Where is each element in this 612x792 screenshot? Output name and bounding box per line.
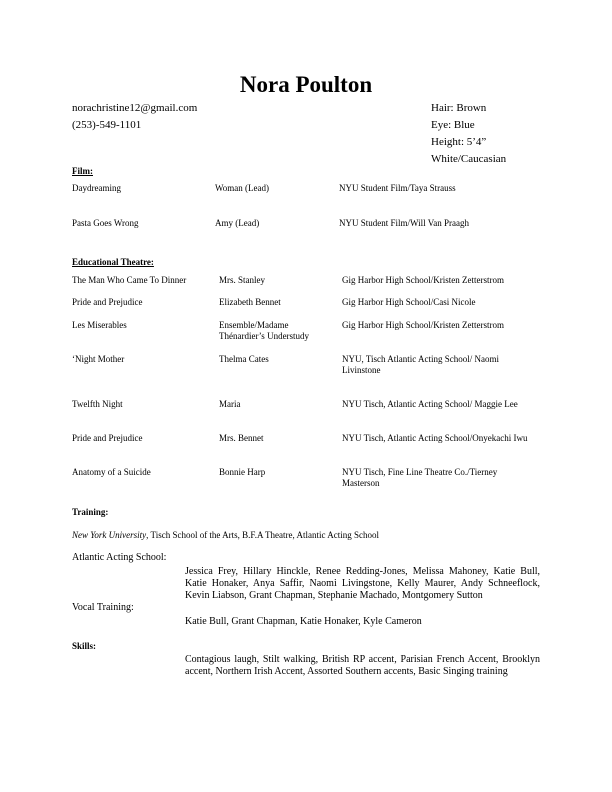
vocal-label: Vocal Training: — [72, 602, 134, 613]
skills-heading: Skills: — [72, 641, 97, 651]
theatre-venue: Gig Harbor High School/Casi Nicole — [342, 297, 476, 307]
theatre-title: Les Miserables — [72, 320, 127, 330]
atlantic-teachers: Jessica Frey, Hillary Hinckle, Renee Redding-Jones, Melissa Mahoney, Katie Bull, Katie Honaker, Anya Saffir, Naomi Livingstone, Kelly Maurer, Andy Schneeflock, Kevin Liabson, Grant Chapman, Stephanie Machado, Montgomery Sutton — [185, 566, 540, 601]
film-role: Amy (Lead) — [215, 218, 260, 228]
theatre-title: The Man Who Came To Dinner — [72, 275, 187, 285]
film-role: Woman (Lead) — [215, 183, 269, 193]
theatre-title: Anatomy of a Suicide — [72, 467, 151, 477]
film-title: Pasta Goes Wrong — [72, 218, 139, 228]
school-details: , Tisch School of the Arts, B.F.A Theatre, Atlantic Acting School — [146, 530, 380, 540]
vocal-teachers: Katie Bull, Grant Chapman, Katie Honaker, Kyle Cameron — [185, 616, 422, 627]
theatre-role: Mrs. Bennet — [219, 433, 264, 443]
theatre-heading: Educational Theatre: — [72, 257, 154, 267]
training-heading: Training: — [72, 507, 109, 517]
atlantic-label: Atlantic Acting School: — [72, 552, 167, 563]
theatre-venue: Gig Harbor High School/Kristen Zetterstrom — [342, 275, 504, 285]
theatre-venue: NYU Tisch, Fine Line Theatre Co./Tierney Masterson — [342, 467, 498, 488]
ethnicity-text: White/Caucasian — [431, 153, 507, 165]
film-heading: Film: — [72, 166, 93, 176]
theatre-role: Elizabeth Bennet — [219, 297, 281, 307]
phone-text: (253)-549-1101 — [72, 119, 142, 131]
theatre-venue: NYU, Tisch Atlantic Acting School/ Naomi Livinstone — [342, 354, 500, 375]
resume-name: Nora Poulton — [239, 72, 373, 97]
film-venue: NYU Student Film/Taya Strauss — [339, 183, 456, 193]
theatre-role: Thelma Cates — [219, 354, 269, 364]
theatre-title: Pride and Prejudice — [72, 297, 143, 307]
theatre-title: ‘Night Mother — [72, 354, 125, 364]
theatre-venue: NYU Tisch, Atlantic Acting School/ Maggie Lee — [342, 399, 518, 409]
film-venue: NYU Student Film/Will Van Praagh — [339, 218, 469, 228]
theatre-venue: Gig Harbor High School/Kristen Zetterstrom — [342, 320, 504, 330]
training-school — [72, 530, 379, 541]
theatre-title: Pride and Prejudice — [72, 433, 143, 443]
theatre-role: Ensemble/Madame Thénardier’s Understudy — [219, 320, 310, 341]
email-text: norachristine12@gmail.com — [72, 102, 198, 114]
school-name: New York University — [72, 530, 147, 540]
theatre-venue: NYU Tisch, Atlantic Acting School/Onyekachi Iwu — [342, 433, 528, 443]
hair-text: Hair: Brown — [431, 102, 487, 114]
eye-text: Eye: Blue — [431, 119, 475, 131]
height-text: Height: 5’4” — [431, 136, 487, 148]
theatre-title: Twelfth Night — [72, 399, 123, 409]
theatre-role: Mrs. Stanley — [219, 275, 265, 285]
theatre-role: Bonnie Harp — [219, 467, 266, 477]
skills-text: Contagious laugh, Stilt walking, British RP accent, Parisian French Accent, Brooklyn accent, Northern Irish Accent, Assorted Southern accents, Basic Singing training — [185, 654, 540, 677]
theatre-role: Maria — [219, 399, 241, 409]
film-title: Daydreaming — [72, 183, 121, 193]
